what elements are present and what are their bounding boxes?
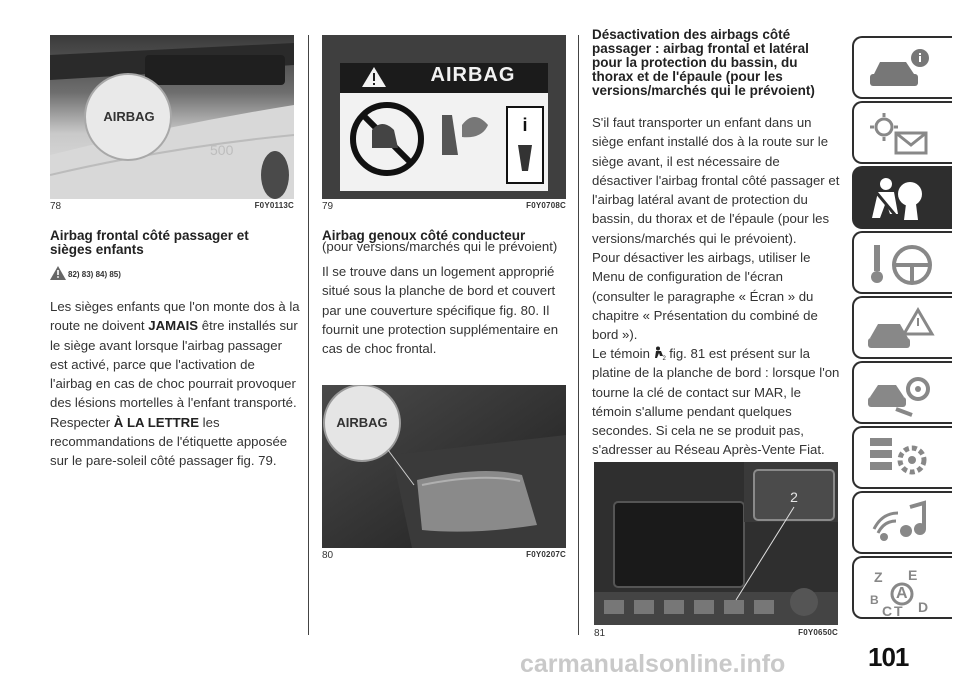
warning-triangle-icon	[50, 266, 66, 285]
airbag-off-indicator-icon	[654, 346, 666, 360]
warning-references: 82) 83) 84) 85)	[68, 270, 121, 279]
figure-80-badge: AIRBAG	[336, 415, 388, 430]
figure-79-caption	[322, 201, 566, 213]
col2-subheading: (pour versions/marchés qui le prévoient)	[322, 239, 558, 254]
col3-paragraph-2: Pour désactiver les airbags, utiliser le Menu de configuration de l'écran (consulter le paragraphe « Écran » du chapitre « Présentation du combiné de bord »).	[592, 250, 818, 343]
figure-78-badge: AIRBAG	[103, 109, 155, 124]
svg-text:Z: Z	[874, 569, 883, 585]
car-info-icon	[866, 44, 936, 94]
tab-safety[interactable]	[852, 166, 952, 229]
figure-78-caption	[50, 201, 294, 213]
col1-p1-mid: être installés sur le siège avant lorsque l'airbag passager est activé, parce que l'activation de l'airbag en cas de choc pourrait provoquer des lésions mortelles à l'enfant transporté. Respecter	[50, 318, 298, 430]
tab-dashboard-lights[interactable]	[852, 101, 952, 164]
page-number: 101	[868, 642, 909, 672]
col3-paragraph-1: S'il faut transporter un enfant dans un siège enfant installé dos à la route sur le siège avant, il est nécessaire de désactiver l'airbag frontal côté passager et l'airbag latéral avant de protection du bassin, du thorax et de l'épaule (pour les versions/marchés qui le prévoient).	[592, 115, 840, 246]
col1-p1-bold-jamais: JAMAIS	[148, 318, 199, 334]
col1-p1-bold-lettre: À LA LETTRE	[113, 414, 200, 430]
svg-text:C: C	[882, 603, 893, 619]
figure-80-number: 80	[322, 550, 334, 561]
seatbelt-airbag-icon	[866, 174, 936, 224]
figure-80-code: F0Y0207C	[526, 550, 566, 559]
col2-paragraph: Il se trouve dans un logement approprié situé sous la planche de bord et couvert par une couverture spécifique fig. 80. Il fournit une protection supplémentaire en cas de choc frontal.	[322, 264, 559, 357]
column-divider-2	[578, 35, 579, 635]
figure-78-image	[50, 35, 294, 199]
technical-data-icon	[866, 434, 936, 484]
figure-81-number: 81	[594, 628, 606, 639]
figure-81-code: F0Y0650C	[798, 628, 838, 637]
tab-index[interactable]	[852, 556, 952, 619]
svg-text:D: D	[918, 599, 929, 615]
figure-79-code: F0Y0708C	[526, 201, 566, 210]
figure-81-image	[594, 462, 838, 625]
svg-text:2: 2	[662, 356, 666, 360]
maintenance-icon	[866, 369, 936, 419]
tab-technical-data[interactable]	[852, 426, 952, 489]
svg-text:A: A	[896, 585, 908, 602]
col3-p3-end: fig. 81 est présent sur la platine de la planche de bord : lorsque l'on tourne la clé de contact sur MAR, le témoin s'allume pendant quelques secondes. Si cela ne se produit pas, s'adresser au Réseau Après-Vente Fiat.	[592, 346, 840, 458]
tab-driving[interactable]	[852, 231, 952, 294]
figure-80-image	[322, 385, 566, 548]
col3-paragraph-3	[592, 344, 842, 460]
col1-p1-end: les recommandations de l'étiquette apposée sur le pare-soleil côté passager fig. 79.	[50, 414, 288, 469]
tab-emergency[interactable]	[852, 296, 952, 359]
watermark: carmanualsonline.info	[520, 650, 786, 678]
svg-text:T: T	[894, 603, 903, 619]
svg-text:B: B	[870, 593, 879, 607]
column-divider-1	[308, 35, 309, 635]
figure-78-number: 78	[50, 201, 62, 212]
svg-text:2: 2	[790, 489, 798, 505]
index-icon	[866, 564, 936, 620]
col1-p1-start: Les sièges enfants que l'on monte dos à la route ne doivent	[50, 299, 300, 334]
col3-heading: Désactivation des airbags côté passager : airbag frontal et latéral pour la protection du bassin, du thorax et de l'épaule (pour les versions/marchés qui le prévoient)	[592, 27, 815, 98]
multimedia-icon	[866, 499, 936, 549]
steering-wheel-icon	[866, 239, 936, 289]
figure-78-code: F0Y0113C	[254, 201, 294, 210]
col3-p3-start: Le témoin	[592, 346, 654, 361]
col1-heading: Airbag frontal côté passager et sièges enfants	[50, 228, 249, 257]
col2-heading: Airbag genoux côté conducteur	[322, 228, 526, 243]
tab-maintenance[interactable]	[852, 361, 952, 424]
svg-text:500: 500	[210, 142, 234, 158]
tab-multimedia[interactable]	[852, 491, 952, 554]
figure-79-image	[322, 35, 566, 199]
figure-81-caption	[594, 628, 838, 640]
col1-paragraph	[50, 297, 300, 471]
figure-79-number: 79	[322, 201, 334, 212]
figure-80-caption	[322, 550, 566, 562]
tab-car-info[interactable]	[852, 36, 952, 99]
warning-car-icon	[866, 304, 936, 354]
figure-79-label-title: AIRBAG	[430, 64, 516, 86]
svg-text:i: i	[522, 115, 528, 135]
svg-text:E: E	[908, 567, 918, 583]
dashboard-lights-icon	[866, 109, 936, 159]
